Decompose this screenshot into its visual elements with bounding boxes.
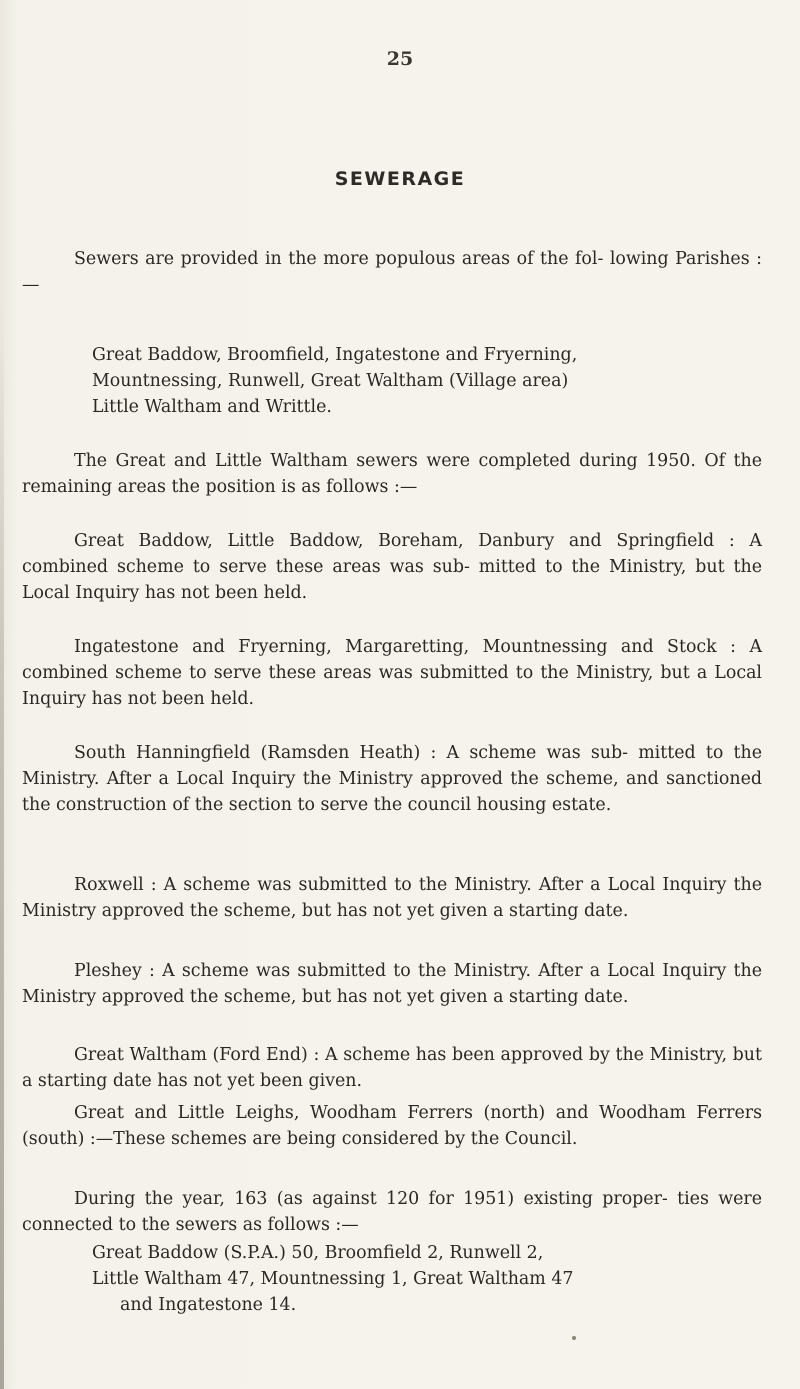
connections-line: and Ingatestone 14. <box>120 1295 297 1315</box>
paragraph-roxwell: Roxwell : A scheme was submitted to the Ministry. After a Local Inquiry the Ministry approved the scheme, but has not yet given a starting date. <box>22 875 762 921</box>
paragraph-ingatestone: Ingatestone and Fryerning, Margaretting, Mountnessing and Stock : A combined scheme to serve these areas was submitted to the Ministry, but a Local Inquiry has not been held. <box>22 637 762 709</box>
paragraph-great-baddow: Great Baddow, Little Baddow, Boreham, Danbury and Springfield : A combined scheme to serve these areas was sub- mitted to the Ministry, but the Local Inquiry has not been held. <box>22 531 762 603</box>
page-edge-shadow <box>0 300 4 1389</box>
connections-list <box>92 1240 772 1318</box>
paragraph-completed: The Great and Little Waltham sewers were completed during 1950. Of the remaining areas the position is as follows :— <box>22 451 762 497</box>
paragraph-south-hanningfield: South Hanningfield (Ramsden Heath) : A scheme was sub- mitted to the Ministry. After a Local Inquiry the Ministry approved the scheme, and sanctioned the construction of the section to serve the council housing estate. <box>22 743 762 815</box>
connections-line: Great Baddow (S.P.A.) 50, Broomfield 2, Runwell 2, <box>92 1243 544 1263</box>
parishes-line: Great Baddow, Broomfield, Ingatestone and Fryerning, <box>92 345 578 365</box>
speck-mark <box>572 1336 576 1340</box>
paragraph-connections: During the year, 163 (as against 120 for 1951) existing proper- ties were connected to the sewers as follows :— <box>22 1189 762 1235</box>
connections-line: Little Waltham 47, Mountnessing 1, Great Waltham 47 <box>92 1269 574 1289</box>
paragraph-pleshey: Pleshey : A scheme was submitted to the Ministry. After a Local Inquiry the Ministry approved the scheme, but has not yet given a starting date. <box>22 961 762 1007</box>
parishes-list <box>92 342 772 420</box>
intro-paragraph: Sewers are provided in the more populous areas of the fol- lowing Parishes :— <box>22 249 762 295</box>
parishes-line: Little Waltham and Writtle. <box>92 397 332 417</box>
paragraph-leighs-woodham: Great and Little Leighs, Woodham Ferrers (north) and Woodham Ferrers (south) :—These schemes are being considered by the Council. <box>22 1103 762 1149</box>
parishes-line: Mountnessing, Runwell, Great Waltham (Village area) <box>92 371 569 391</box>
page-number: 25 <box>386 48 414 70</box>
section-heading: SEWERAGE <box>334 168 466 190</box>
paragraph-great-waltham-ford-end: Great Waltham (Ford End) : A scheme has been approved by the Ministry, but a starting date has not yet been given. <box>22 1045 762 1091</box>
